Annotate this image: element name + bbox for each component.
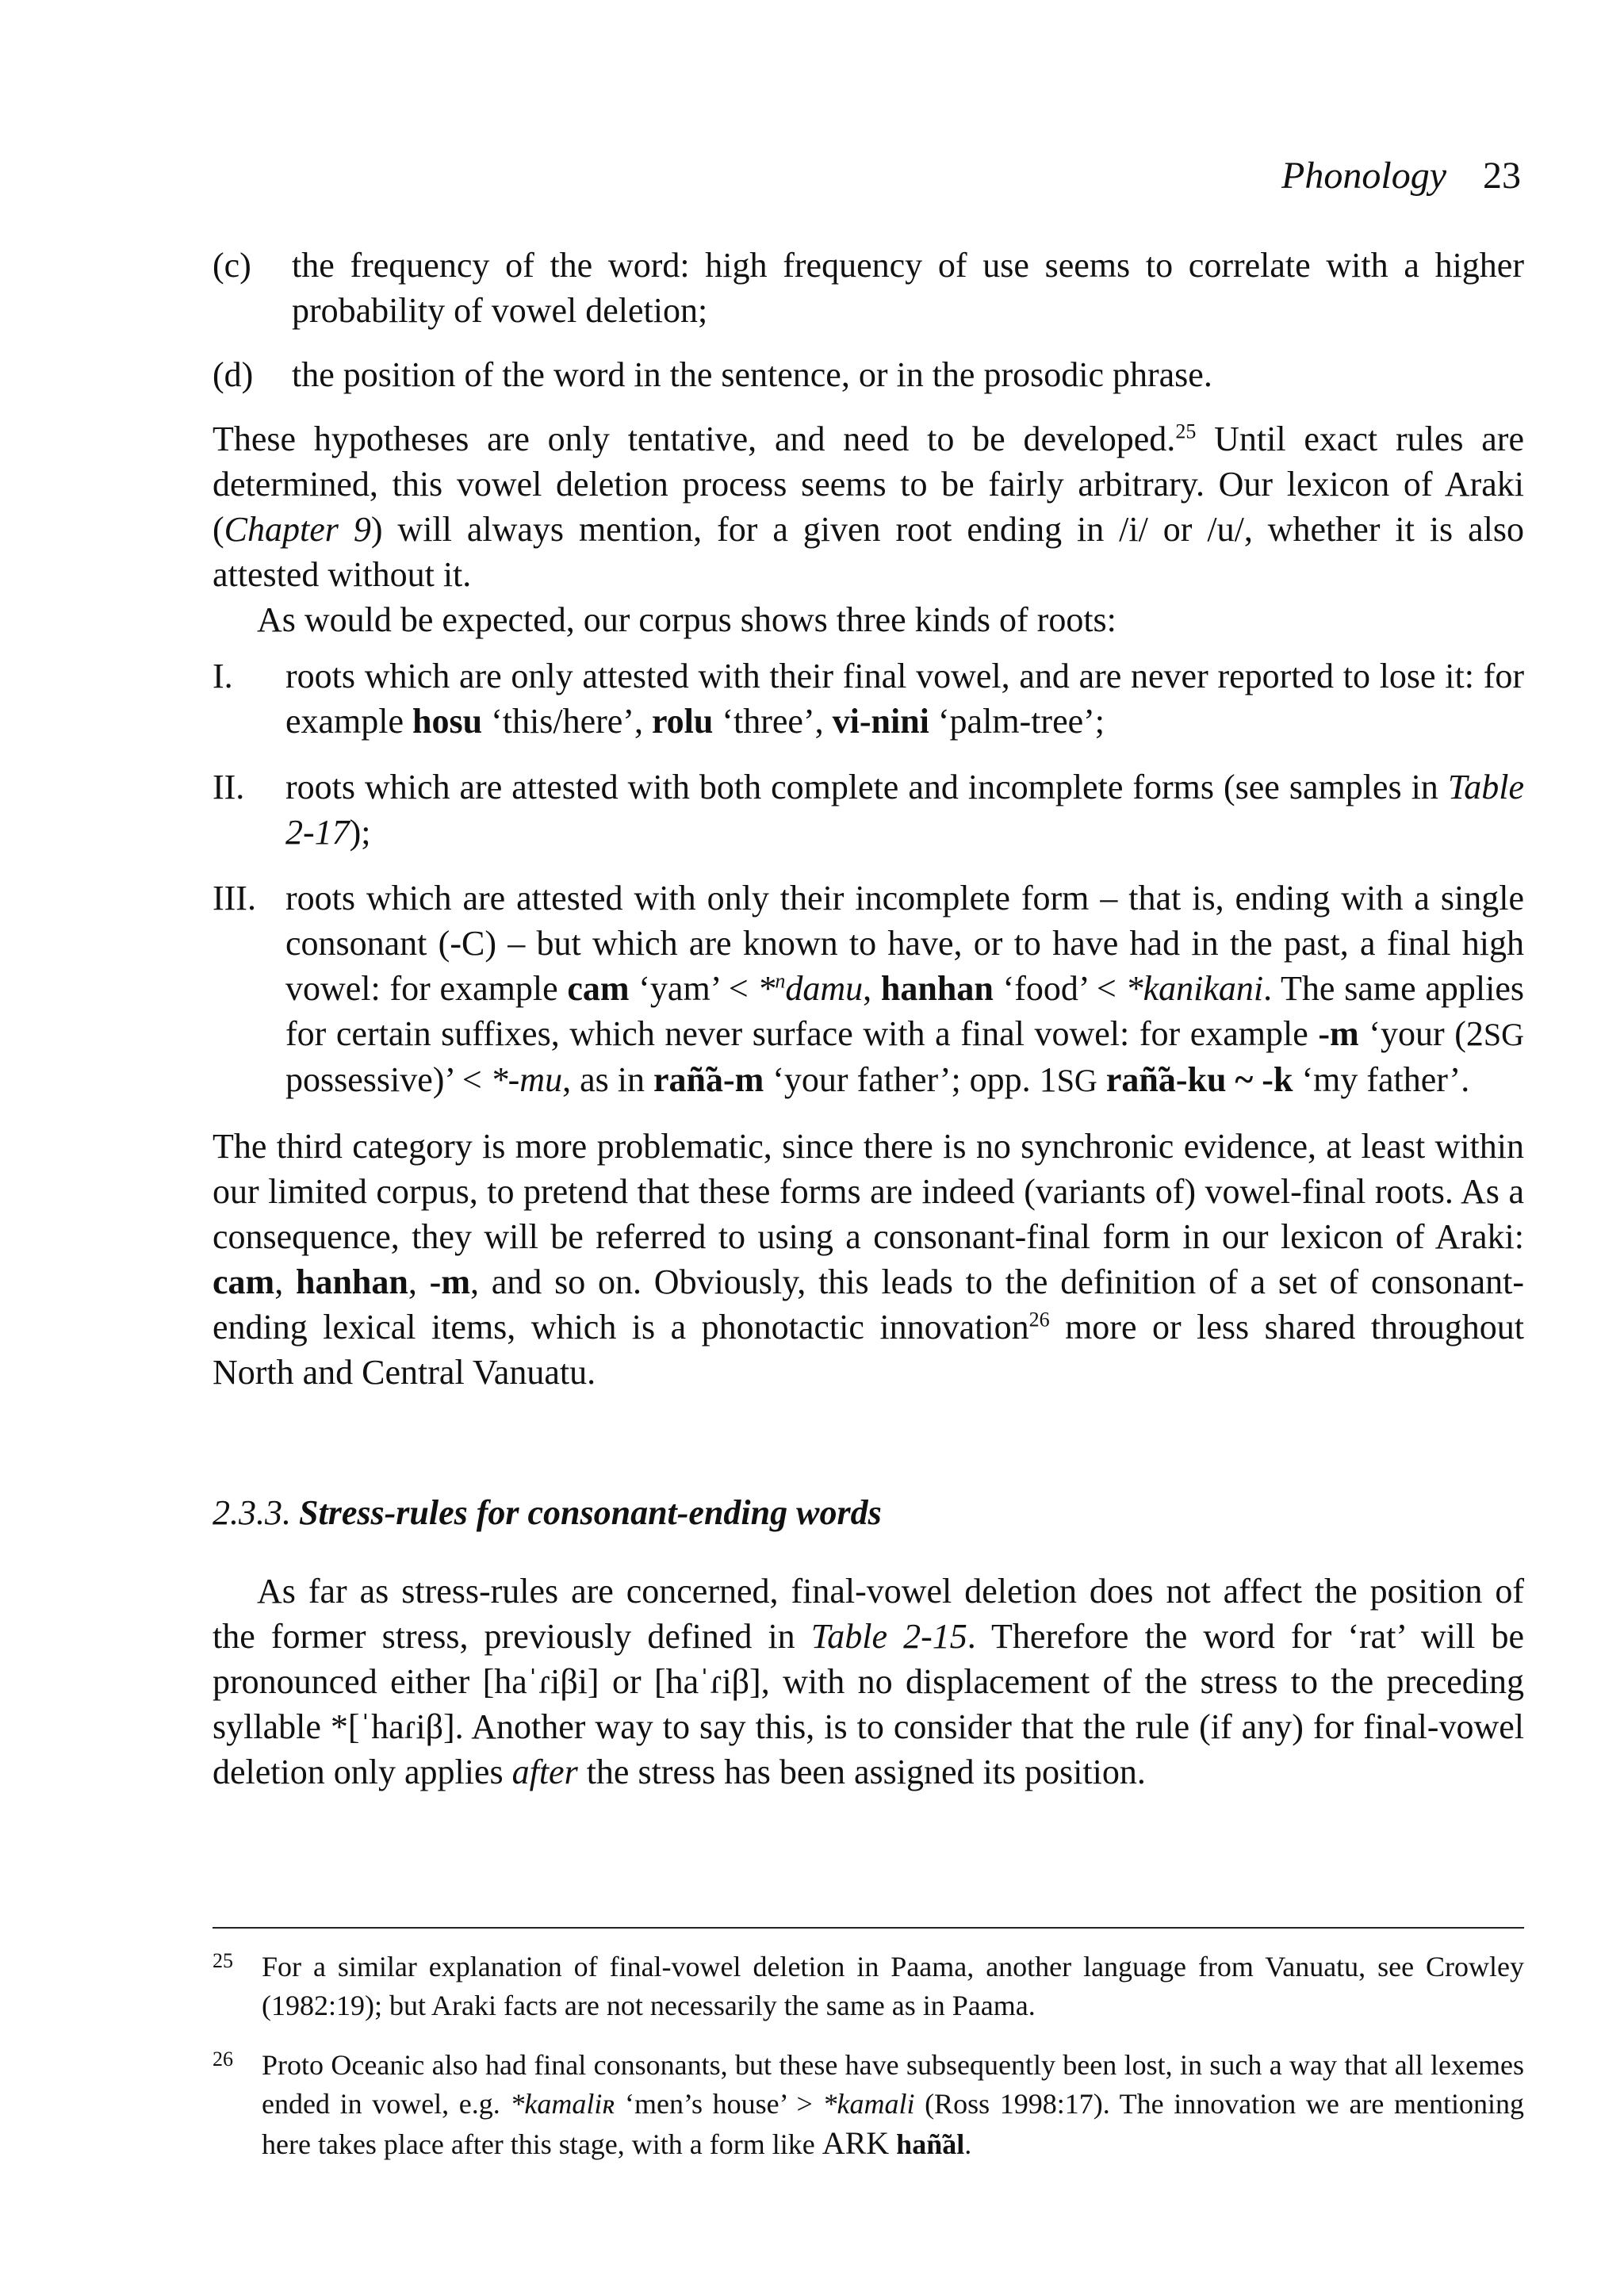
root-kinds-list <box>213 653 1524 1103</box>
list-item-text: roots which are attested with only their incomplete form – that is, ending with a single consonant (-C) – but which are known to have, or to have had in the past, a final high vowel: for example cam ‘yam’ < *$^n$damu, hanhan ‘food’ < *kanikani. The same applies for certain suffixes, which never surface with a final vowel: for example -m ‘your (2SG possessive)’ < *-mu, as in rañ̃a-m ‘your father’; opp. 1SG rañ̃a-ku ~ -k ‘my father’. <box>285 879 1524 1099</box>
footnote-26 <box>213 2046 1524 2164</box>
criteria-list <box>213 243 1524 397</box>
footnote-25 <box>213 1948 1524 2025</box>
table-reference: Table 2-15 <box>810 1617 967 1656</box>
section-heading <box>213 1490 1524 1535</box>
running-head-title: Phonology <box>1281 155 1446 197</box>
list-item <box>213 352 1524 397</box>
list-item-text: roots which are only attested with their final vowel, and are never reported to lose it: for example hosu ‘this/here’, rolu ‘three’, vi-nini ‘palm-tree’; <box>285 657 1524 741</box>
footnote-ref-25: 25 <box>1175 419 1197 443</box>
list-item <box>213 875 1524 1103</box>
list-item <box>213 764 1524 855</box>
running-head <box>1281 152 1521 200</box>
list-item-label: (c) <box>213 246 251 285</box>
list-item <box>213 243 1524 333</box>
page-number: 23 <box>1483 155 1521 197</box>
paragraph-third-category: The third category is more problematic, since there is no synchronic evidence, at least within our limited corpus, to pretend that these forms are indeed (variants of) vowel-final roots. As a consequence, they will be referred to using a consonant-final form in our lexicon of Araki: cam, hanhan, -m, and so on. Obviously, this leads to the definition of a set of consonant-ending lexical items, which is a phonotactic innovation$^{26}$ more or less shared throughout North and Central Vanuatu. <box>213 1127 1525 1392</box>
section-number: 2.3.3. <box>213 1493 291 1532</box>
footnote-text: For a similar explanation of final-vowel deletion in Paama, another language from Vanuatu, see Crowley (1982:19); but Araki facts are not necessarily the same as in Paama. <box>262 1951 1524 2021</box>
paragraph-hypotheses: These hypotheses are only tentative, and need to be developed.$^{25}$ Until exact rules are determined, this vowel deletion process seems to be fairly arbitrary. Our lexicon of Araki (Chapter 9) will always mention, for a given root ending in /i/ or /u/, whether it is also attested without it. <box>213 419 1524 594</box>
list-item-label: I. <box>213 657 233 695</box>
footnote-mark: 25 <box>213 1949 233 1972</box>
table-reference: Table 2-17 <box>285 768 1524 852</box>
paragraph-stress-rules: As far as stress-rules are concerned, final-vowel deletion does not affect the position of the former stress, previously defined in Table 2-15. Therefore the word for ‘rat’ will be pronounced either [haˈɾiβi] or [haˈɾiβ], with no displacement of the stress to the preceding syllable *[ˈhaɾiβ]. Another way to say this, is to consider that the rule (if any) for final-vowel deletion only applies after the stress has been assigned its position. <box>213 1572 1524 1791</box>
body-text <box>213 243 1524 1795</box>
footnote-ref-26: 26 <box>1028 1308 1050 1331</box>
list-item-label: (d) <box>213 355 254 394</box>
section-title: Stress-rules for consonant-ending words <box>299 1493 882 1532</box>
footnote-text: Proto Oceanic also had final consonants, but these have subsequently been lost, in such a way that all lexemes ended in vowel, e.g. *kamaliʀ ‘men’s house’ > *kamali (Ross 1998:17). The innovation we are mentioning here takes place after this stage, with a form like ARK hañ̃al. <box>262 2049 1525 2161</box>
chapter-reference: Chapter 9 <box>224 510 371 549</box>
list-item <box>213 653 1524 744</box>
list-item-text: the position of the word in the sentence, or in the prosodic phrase. <box>292 355 1212 394</box>
list-item-text: the frequency of the word: high frequency of use seems to correlate with a higher probability of vowel deletion; <box>292 246 1524 330</box>
paragraph-corpus: As would be expected, our corpus shows three kinds of roots: <box>257 600 1116 639</box>
footnotes <box>213 1927 1524 2185</box>
list-item-label: III. <box>213 879 256 917</box>
footnote-mark: 26 <box>213 2048 233 2071</box>
list-item-label: II. <box>213 768 245 806</box>
list-item-text: roots which are attested with both complete and incomplete forms (see samples in Table 2-17); <box>285 768 1524 852</box>
